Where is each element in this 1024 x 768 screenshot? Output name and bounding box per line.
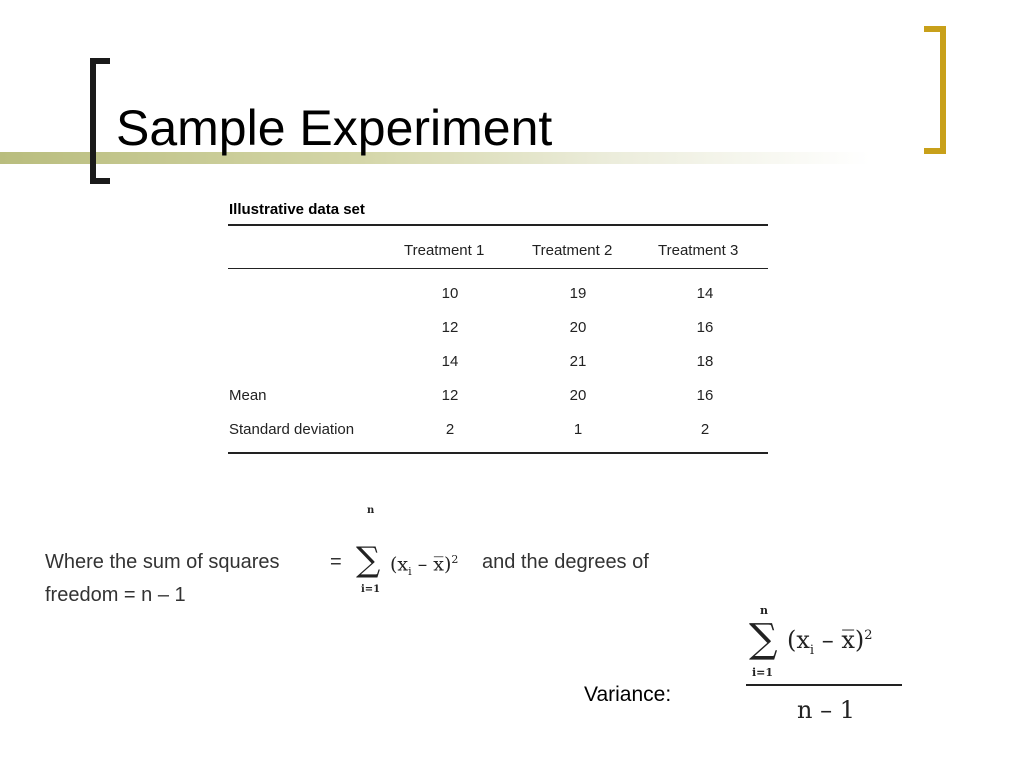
fraction-bar xyxy=(746,684,902,686)
table-caption: Illustrative data set xyxy=(229,201,365,218)
column-header-treatment-2: Treatment 2 xyxy=(532,242,613,259)
table-bottom-rule xyxy=(228,452,768,454)
table-cell: 12 xyxy=(441,387,459,404)
table-cell: 20 xyxy=(569,319,587,336)
table-cell: 21 xyxy=(569,353,587,370)
column-header-treatment-1: Treatment 1 xyxy=(404,242,485,259)
table-header-rule xyxy=(228,268,768,269)
slide-title: Sample Experiment xyxy=(116,100,553,156)
variance-denominator: n – 1 xyxy=(797,696,855,724)
table-top-rule xyxy=(228,224,768,226)
sigma-symbol: ∑ xyxy=(356,540,381,580)
table-cell: 14 xyxy=(696,285,714,302)
sum-of-squares-text: Where the sum of squares xyxy=(45,551,280,573)
variance-sum-lower-limit: i=1 xyxy=(752,666,774,679)
variance-term: ($x_i$ – x̅)$^2$ xyxy=(787,626,873,658)
table-cell: 2 xyxy=(700,421,710,438)
variance-label: Variance: xyxy=(584,683,672,706)
row-label-mean: Mean xyxy=(229,387,267,404)
table-cell: 16 xyxy=(696,387,714,404)
table-cell: 16 xyxy=(696,319,714,336)
row-label-standard-deviation: Standard deviation xyxy=(229,421,355,438)
sum-term: ($x_i$ – x̅)$^2$ xyxy=(390,553,459,579)
degrees-of-freedom-text: and the degrees of xyxy=(482,551,649,573)
freedom-equation: freedom = n – 1 xyxy=(45,584,186,606)
table-cell: 12 xyxy=(441,319,459,336)
table-cell: 1 xyxy=(573,421,583,438)
right-bracket-decoration xyxy=(924,26,946,154)
column-header-treatment-3: Treatment 3 xyxy=(658,242,739,259)
table-cell: 20 xyxy=(569,387,587,404)
sum-upper-limit: n xyxy=(367,505,375,516)
variance-sigma-symbol: ∑ xyxy=(749,616,778,662)
equals-sign: = xyxy=(330,551,342,573)
table-cell: 2 xyxy=(445,421,455,438)
variance-sum-upper-limit: n xyxy=(760,604,768,617)
table-cell: 19 xyxy=(569,285,587,302)
left-bracket-decoration xyxy=(90,58,110,184)
table-cell: 14 xyxy=(441,353,459,370)
sum-lower-limit: i=1 xyxy=(361,584,381,595)
table-cell: 10 xyxy=(441,285,459,302)
table-cell: 18 xyxy=(696,353,714,370)
